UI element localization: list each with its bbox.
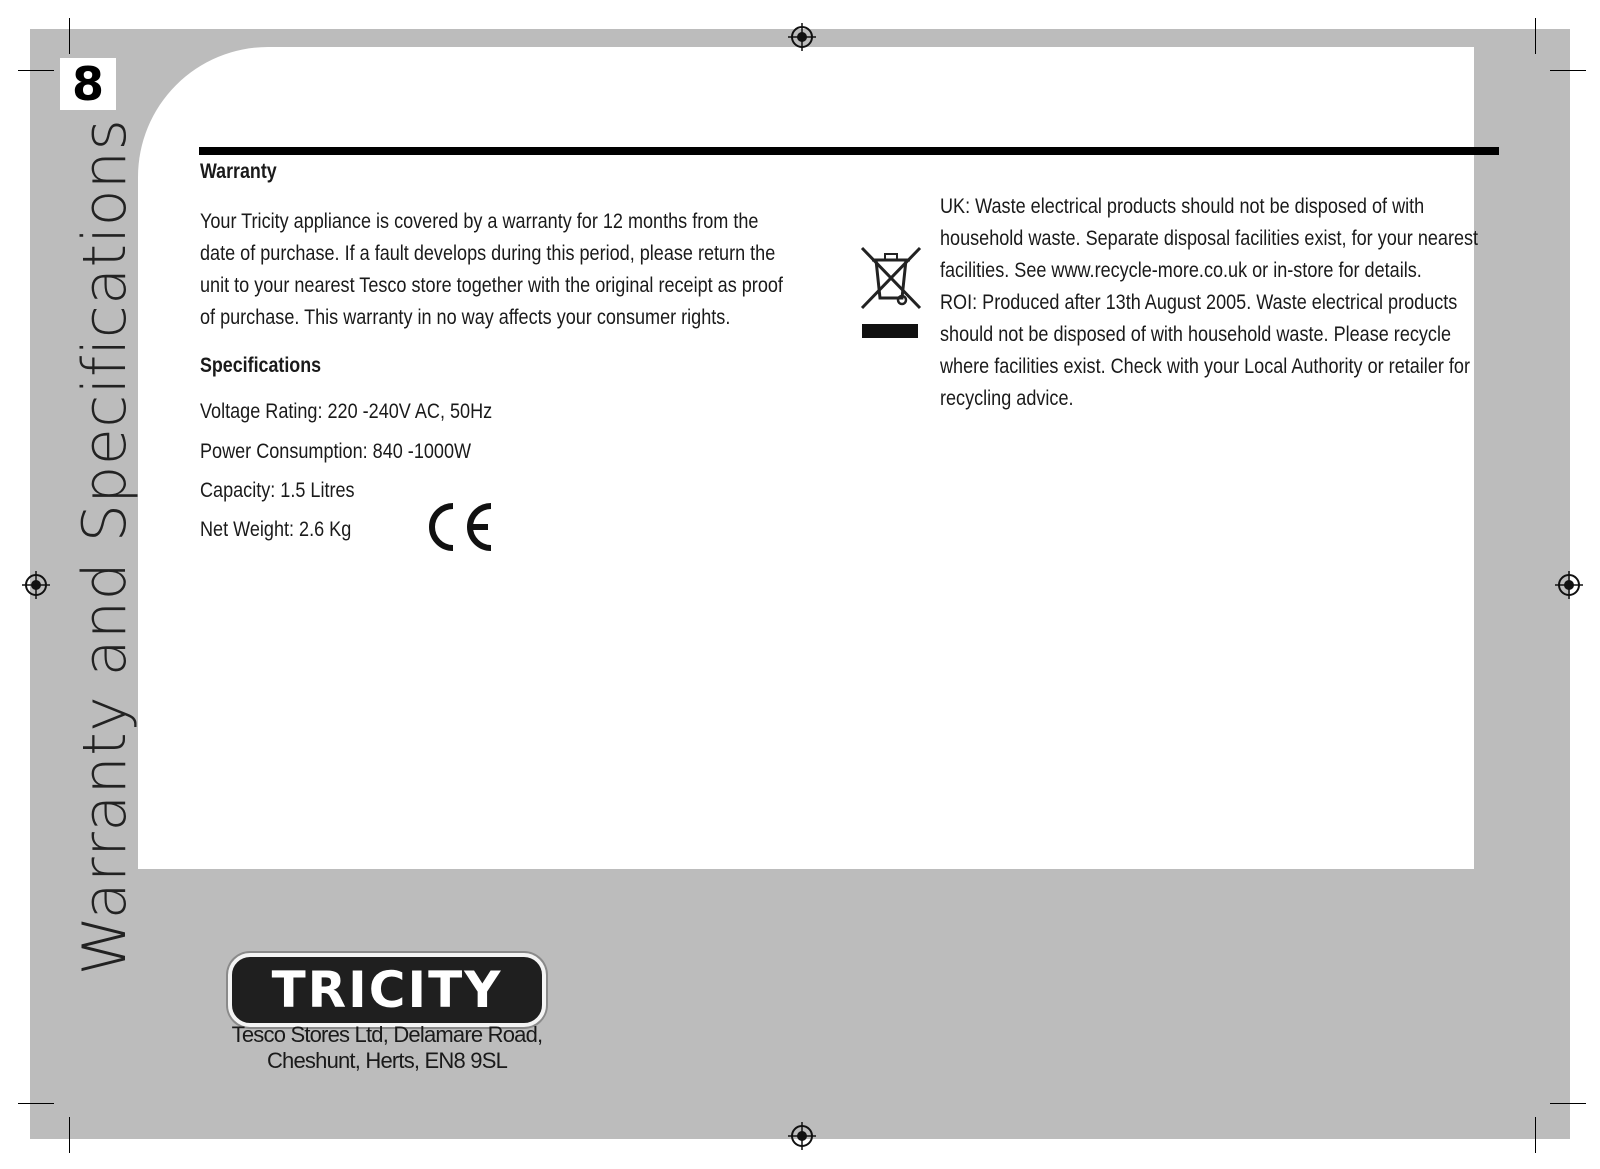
disposal-roi-text: ROI: Produced after 13th August 2005. Waste electrical products should not be disposed of with household waste. Please recycle where facilities exist. Check with your Local Authority or retailer for recycling advice.: [940, 291, 1470, 410]
disposal-uk-text: UK: Waste electrical products should not be disposed of with household waste. Separate disposal facilities exist, for your nearest facilities. See www.recycle-more.co.uk or in-store for details.: [940, 195, 1479, 282]
crop-mark: [18, 1103, 54, 1104]
spec-voltage: Voltage Rating: 220 -240V AC, 50Hz: [200, 400, 493, 423]
warranty-text: Your Tricity appliance is covered by a warranty for 12 months from the date of purchase. If a fault develops during this period, please return the unit to your nearest Tesco store together with the original receipt as proof of purchase. This warranty in no way affects your consumer rights.: [200, 210, 783, 329]
crop-mark: [1550, 1103, 1586, 1104]
address-line-1: Tesco Stores Ltd, Delamare Road,: [231, 1022, 543, 1047]
spec-capacity: Capacity: 1.5 Litres: [200, 479, 355, 502]
weee-crossed-bin-icon: [856, 242, 926, 342]
warranty-heading: Warranty: [200, 160, 277, 183]
company-address: [222, 1022, 552, 1074]
crop-mark: [1535, 1117, 1536, 1153]
address-line-2: Cheshunt, Herts, EN8 9SL: [266, 1048, 508, 1073]
header-rule: [199, 147, 1499, 155]
section-title-container: [55, 118, 155, 976]
specifications-heading: Specifications: [200, 354, 322, 377]
crop-mark: [69, 1117, 70, 1153]
ce-mark-icon: [425, 500, 497, 554]
page-number: 8: [60, 58, 116, 110]
crop-mark: [18, 70, 54, 71]
spec-weight: Net Weight: 2.6 Kg: [200, 518, 352, 541]
crop-mark: [1535, 18, 1536, 54]
tricity-logo: TRICITY: [228, 953, 546, 1027]
registration-mark-icon: [22, 571, 50, 599]
registration-mark-icon: [1555, 571, 1583, 599]
registration-mark-icon: [788, 1122, 816, 1150]
spec-power: Power Consumption: 840 -1000W: [200, 440, 472, 463]
crop-mark: [69, 18, 70, 54]
crop-mark: [1550, 70, 1586, 71]
registration-mark-icon: [788, 23, 816, 51]
section-title: Warranty and Specifications: [70, 118, 140, 976]
